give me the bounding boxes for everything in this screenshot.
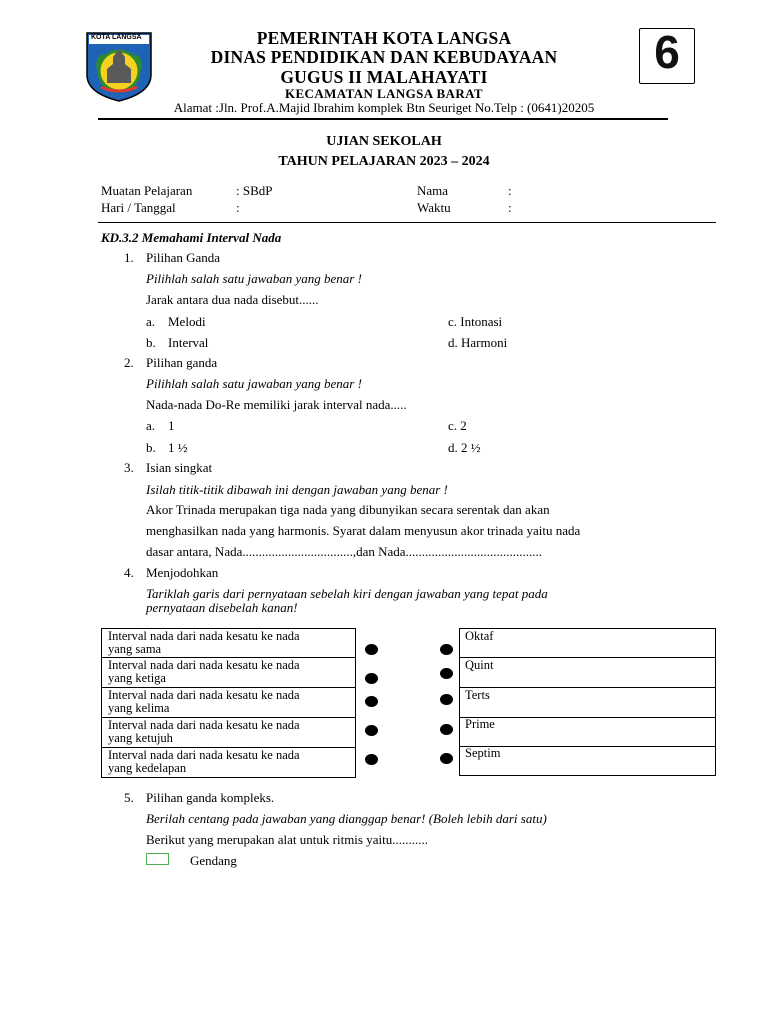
kd-heading: KD.3.2 Memahami Interval Nada <box>101 230 282 245</box>
match-left-5-line-1: Interval nada dari nada kesatu ke nada <box>108 748 300 762</box>
exam-title: UJIAN SEKOLAH <box>326 134 442 149</box>
q5-number: 5. <box>124 790 134 805</box>
match-dot-left-1[interactable] <box>365 644 378 655</box>
match-left-1-line-1: Interval nada dari nada kesatu ke nada <box>108 629 300 643</box>
match-dot-right-2[interactable] <box>440 668 453 679</box>
match-right-2: Quint <box>459 658 716 688</box>
match-left-4-line-1: Interval nada dari nada kesatu ke nada <box>108 718 300 732</box>
q1-type: Pilihan Ganda <box>146 250 221 265</box>
dept-title: DINAS PENDIDIKAN DAN KEBUDAYAAN <box>210 47 558 67</box>
grade-number: 6 <box>654 26 680 78</box>
match-right-1: Oktaf <box>459 628 716 658</box>
info-divider <box>98 222 716 223</box>
match-dot-right-4[interactable] <box>440 724 453 735</box>
q2-option-a: 1 <box>168 418 175 433</box>
match-left-2-line-2: yang ketiga <box>108 671 166 685</box>
time-label: Waktu <box>417 200 451 215</box>
q2-option-a-letter: a. <box>146 418 156 433</box>
gov-title: PEMERINTAH KOTA LANGSA <box>256 28 512 48</box>
subject-value: : SBdP <box>236 183 273 198</box>
q1-option-b: Interval <box>168 335 209 350</box>
match-right-4: Prime <box>459 717 716 747</box>
q1-option-d: d. Harmoni <box>448 335 508 350</box>
address-line: Alamat :Jln. Prof.A.Majid Ibrahim komplek Btn Seuriget No.Telp : (0641)20205 <box>173 100 595 115</box>
q4-number: 4. <box>124 565 134 580</box>
q5-option-1-checkbox[interactable] <box>146 853 169 865</box>
match-dot-left-4[interactable] <box>365 725 378 736</box>
q3-line-3: dasar antara, Nada..................................,dan Nada.......................................... <box>146 544 543 559</box>
q4-instruction-2: pernyataan disebelah kanan! <box>146 600 298 615</box>
match-right-5: Septim <box>459 746 716 776</box>
match-left-3 <box>101 688 356 718</box>
letterhead-divider <box>98 118 668 120</box>
match-left-3-line-1: Interval nada dari nada kesatu ke nada <box>108 688 300 702</box>
match-left-5-line-2: yang kedelapan <box>108 761 187 775</box>
district-title: KECAMATAN LANGSA BARAT <box>284 86 484 101</box>
q5-type: Pilihan ganda kompleks. <box>146 790 275 805</box>
q3-number: 3. <box>124 460 134 475</box>
match-left-2 <box>101 658 356 688</box>
match-left-5 <box>101 748 356 778</box>
q2-option-b: 1 ½ <box>168 440 188 455</box>
match-left-1 <box>101 628 356 658</box>
q1-option-a-letter: a. <box>146 314 156 329</box>
q1-option-b-letter: b. <box>146 335 156 350</box>
match-dot-left-2[interactable] <box>365 673 378 684</box>
name-value: : <box>508 183 512 198</box>
match-left-2-line-1: Interval nada dari nada kesatu ke nada <box>108 658 300 672</box>
q2-question: Nada-nada Do-Re memiliki jarak interval nada..... <box>146 397 407 412</box>
match-dot-right-1[interactable] <box>440 644 453 655</box>
cluster-title: GUGUS II MALAHAYATI <box>280 67 488 87</box>
exam-year: TAHUN PELAJARAN 2023 – 2024 <box>278 154 490 169</box>
q2-option-b-letter: b. <box>146 440 156 455</box>
match-dot-left-5[interactable] <box>365 754 378 765</box>
logo-label: KOTA LANGSA <box>91 34 142 41</box>
q2-instruction: Pilihlah salah satu jawaban yang benar ! <box>146 376 362 391</box>
subject-label: Muatan Pelajaran <box>101 183 193 198</box>
q1-question: Jarak antara dua nada disebut...... <box>146 292 319 307</box>
q1-option-a: Melodi <box>168 314 206 329</box>
day-label: Hari / Tanggal <box>101 200 176 215</box>
match-left-4 <box>101 718 356 748</box>
q5-instruction: Berilah centang pada jawaban yang dianggap benar! (Boleh lebih dari satu) <box>146 811 547 826</box>
match-left-4-line-2: yang ketujuh <box>108 731 173 745</box>
match-left-1-line-2: yang sama <box>108 642 162 656</box>
match-right-3: Terts <box>459 688 716 718</box>
q1-option-c: c. Intonasi <box>448 314 503 329</box>
match-dot-right-5[interactable] <box>440 753 453 764</box>
q5-option-1-label: Gendang <box>190 853 237 868</box>
q2-type: Pilihan ganda <box>146 355 218 370</box>
q2-option-d: d. 2 ½ <box>448 440 481 455</box>
q1-instruction: Pilihlah salah satu jawaban yang benar ! <box>146 271 362 286</box>
q3-line-2: menghasilkan nada yang harmonis. Syarat dalam menyusun akor trinada yaitu nada <box>146 523 581 538</box>
q2-number: 2. <box>124 355 134 370</box>
day-value: : <box>236 200 240 215</box>
q3-line-1: Akor Trinada merupakan tiga nada yang dibunyikan secara serentak dan akan <box>146 502 550 517</box>
q5-question: Berikut yang merupakan alat untuk ritmis yaitu........... <box>146 832 428 847</box>
q3-type: Isian singkat <box>146 460 213 475</box>
q4-instruction-1: Tariklah garis dari pernyataan sebelah kiri dengan jawaban yang tepat pada <box>146 586 548 601</box>
q3-instruction: Isilah titik-titik dibawah ini dengan jawaban yang benar ! <box>146 482 448 497</box>
time-value: : <box>508 200 512 215</box>
q1-number: 1. <box>124 250 134 265</box>
q2-option-c: c. 2 <box>448 418 467 433</box>
match-dot-left-3[interactable] <box>365 696 378 707</box>
name-label: Nama <box>417 183 449 198</box>
q4-type: Menjodohkan <box>146 565 219 580</box>
match-dot-right-3[interactable] <box>440 694 453 705</box>
match-left-3-line-2: yang kelima <box>108 701 170 715</box>
